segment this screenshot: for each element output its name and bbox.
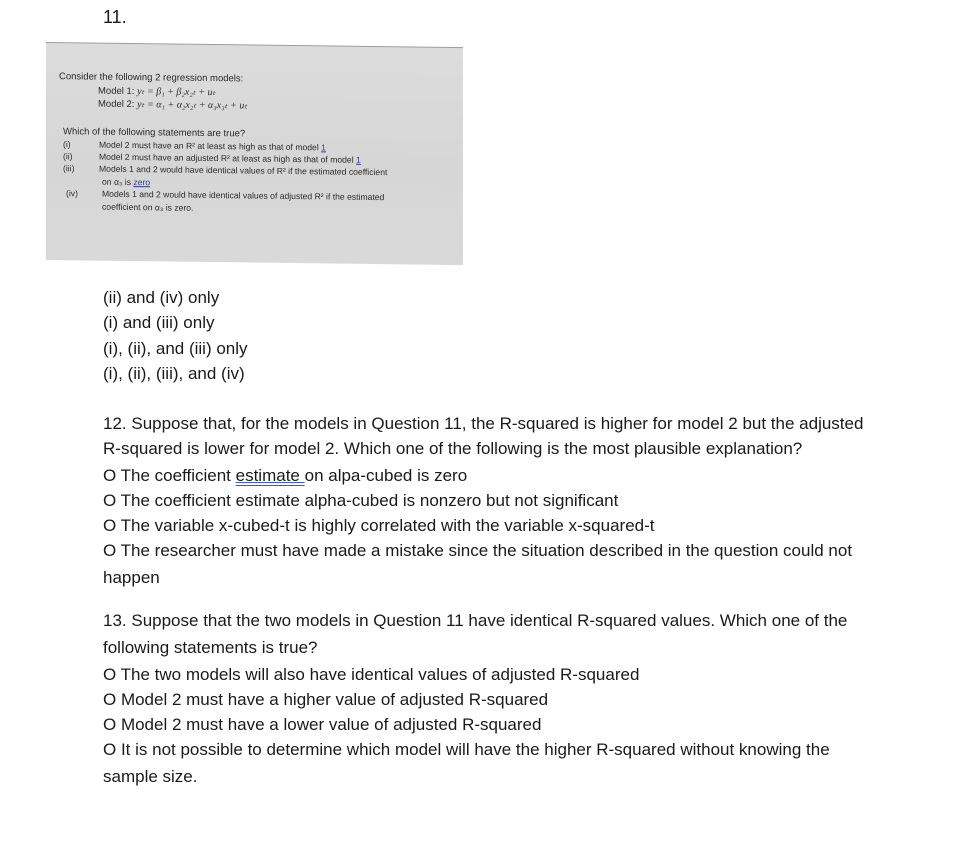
statement-iv: Models 1 and 2 would have identical values of adjusted R² if the estimated: [102, 188, 385, 203]
statement-ii-num: (ii): [63, 151, 73, 162]
q11-option-2[interactable]: (i) and (iii) only: [103, 313, 215, 332]
image-prompt: Which of the following statements are true?: [63, 126, 246, 140]
q13-option-4[interactable]: O It is not possible to determine which model will have the higher R-squared without knowing the sample size.: [103, 740, 830, 786]
statement-iv-continued: coefficient on α₃ is zero.: [102, 201, 194, 213]
model-1-label: Model 1:: [98, 85, 135, 98]
q12-option-4[interactable]: O The researcher must have made a mistake since the situation described in the question could not happen: [103, 541, 853, 587]
q12-option-2[interactable]: O The coefficient estimate alpha-cubed is nonzero but not significant: [103, 491, 619, 510]
statement-iii-num: (iii): [63, 163, 75, 174]
question-11-image: [46, 42, 463, 265]
model-1-equation: yₜ = β₁ + β₂x₂ₜ + uₜ: [137, 86, 216, 99]
q13-option-1[interactable]: O The two models will also have identical values of adjusted R-squared: [103, 665, 640, 684]
q13-option-2[interactable]: O Model 2 must have a higher value of adjusted R-squared: [103, 690, 549, 709]
q13-text-line-1: 13. Suppose that the two models in Question 11 have identical R-squared values. Which one of the: [103, 611, 848, 630]
q13-option-3[interactable]: O Model 2 must have a lower value of adjusted R-squared: [103, 715, 542, 734]
q12-option-1[interactable]: O The coefficient estimate on alpa-cubed is zero: [103, 466, 468, 485]
question-12: [103, 411, 863, 590]
statement-iii-continued: on α₃ is zero: [102, 176, 151, 188]
question-11-number: 11.: [103, 7, 127, 27]
model-2-label: Model 2:: [98, 98, 135, 111]
statement-i: Model 2 must have an R² at least as high as that of model 1: [99, 139, 326, 153]
q12-option-3[interactable]: O The variable x-cubed-t is highly correlated with the variable x-squared-t: [103, 516, 655, 535]
model-2-line: [98, 99, 247, 112]
model-1-line: [98, 86, 215, 98]
question-13: [103, 608, 847, 789]
image-intro: Consider the following 2 regression models:: [59, 71, 244, 85]
model-2-equation: yₜ = α₁ + α₂x₂ₜ + α₃x₃ₜ + uₜ: [137, 99, 248, 112]
q12-text-line-1: 12. Suppose that, for the models in Question 11, the R-squared is higher for model 2 but the adjusted: [103, 414, 864, 433]
spellcheck-mark: estimate: [235, 466, 305, 485]
statement-i-num: (i): [63, 139, 71, 150]
q13-text-line-2: following statements is true?: [103, 638, 318, 657]
q11-option-1[interactable]: (ii) and (iv) only: [103, 288, 220, 307]
statement-iii: Models 1 and 2 would have identical values of R² if the estimated coefficient: [99, 163, 388, 178]
q12-text-line-2: R-squared is lower for model 2. Which one of the following is the most plausible explanation?: [103, 439, 803, 458]
q11-option-3[interactable]: (i), (ii), and (iii) only: [103, 339, 248, 358]
statement-ii: Model 2 must have an adjusted R² at least as high as that of model 1: [99, 151, 361, 165]
q11-option-4[interactable]: (i), (ii), (iii), and (iv): [103, 364, 245, 383]
statement-iv-num: (iv): [66, 188, 78, 199]
